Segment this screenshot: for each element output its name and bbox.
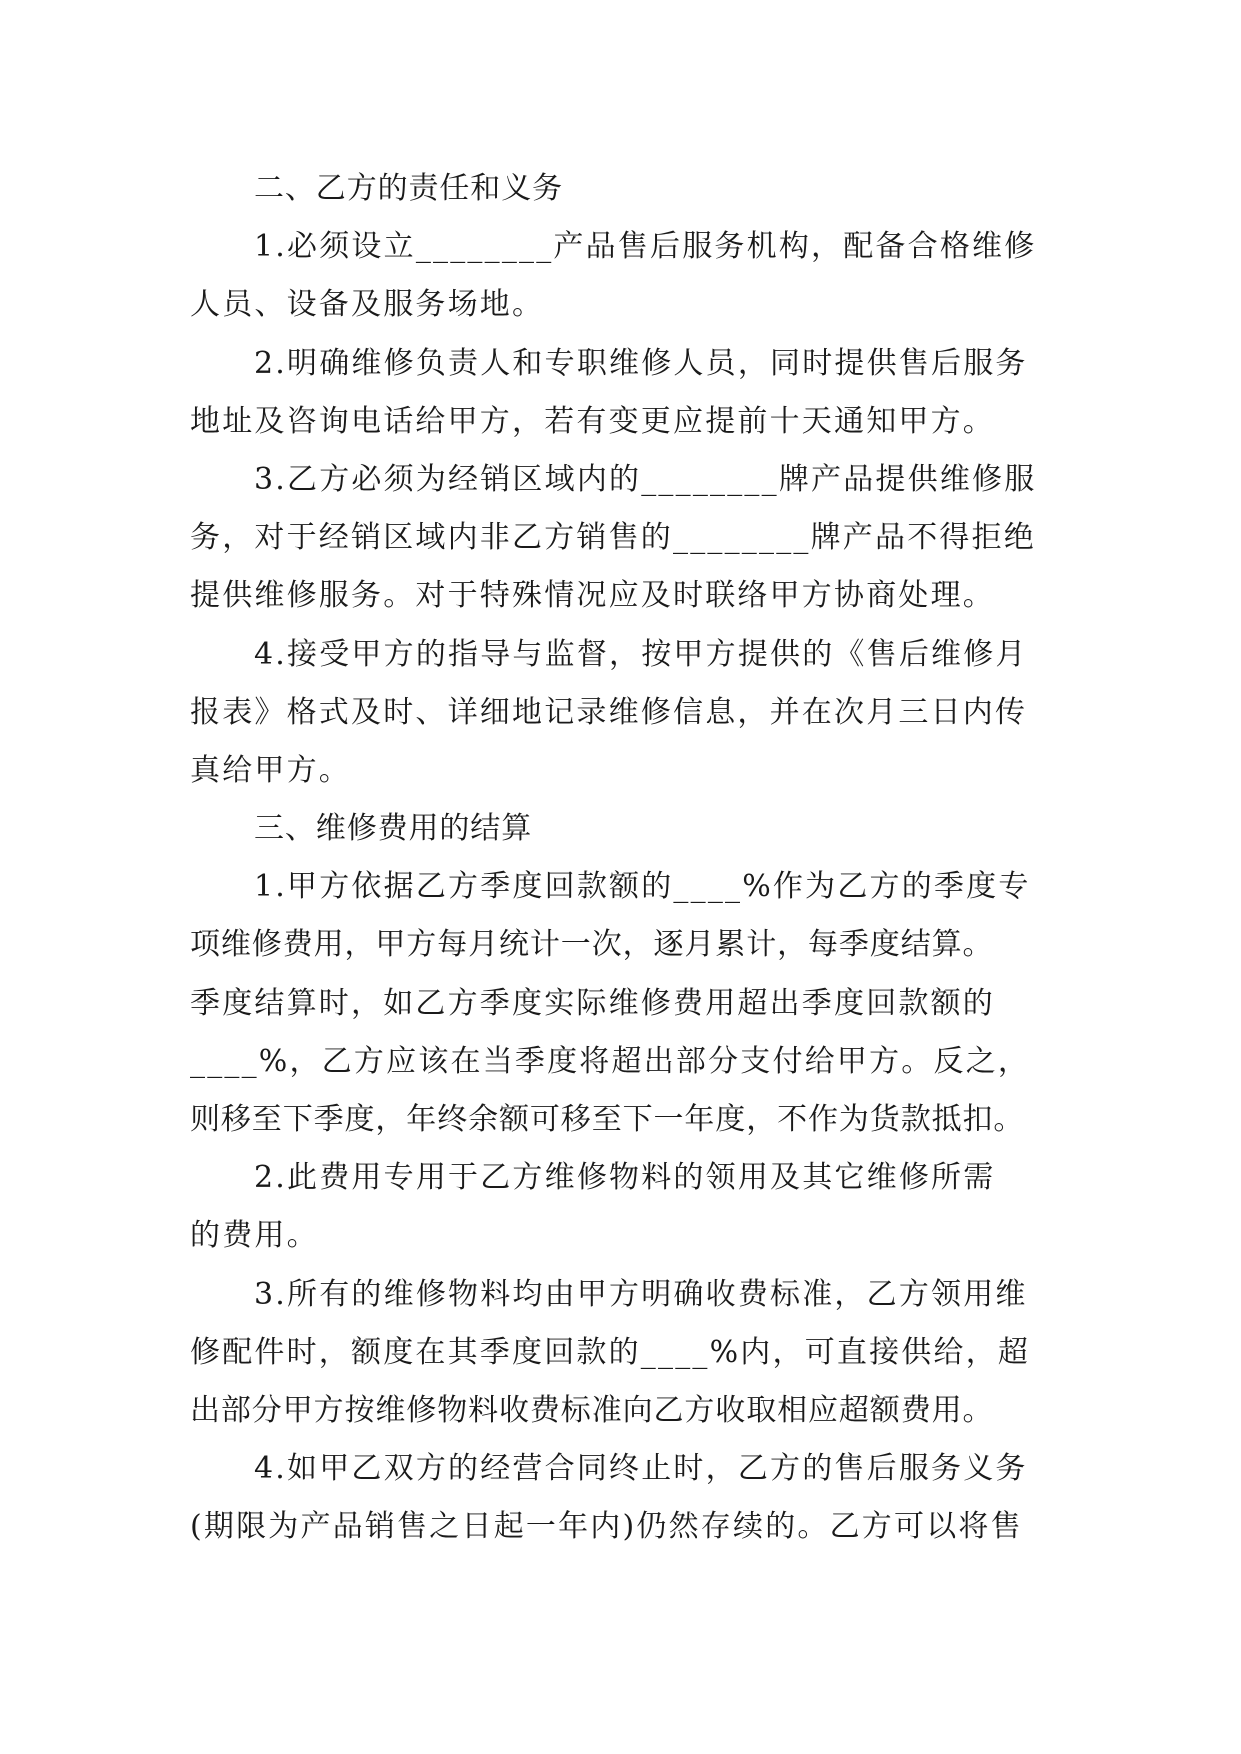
text-line: 务，对于经销区域内非乙方销售的________牌产品不得拒绝 <box>190 520 1036 556</box>
text-line: 4.如甲乙双方的经营合同终止时，乙方的售后服务义务 <box>254 1451 1028 1487</box>
text-line: 4.接受甲方的指导与监督，按甲方提供的《售后维修月 <box>254 636 1028 672</box>
text-line: 修配件时，额度在其季度回款的____%内，可直接供给，超 <box>190 1334 1031 1370</box>
text-line: 出部分甲方按维修物料收费标准向乙方收取相应超额费用。 <box>190 1392 994 1428</box>
text-line: 2.此费用专用于乙方维修物料的领用及其它维修所需 <box>254 1160 996 1196</box>
text-line: 人员、设备及服务场地。 <box>190 287 545 323</box>
text-line: 则移至下季度，年终余额可移至下一年度，不作为货款抵扣。 <box>190 1102 1025 1137</box>
text-line: 真给甲方。 <box>190 752 351 788</box>
text-line: 1.甲方依据乙方季度回款额的____%作为乙方的季度专 <box>254 869 1031 905</box>
section-heading-2: 二、乙方的责任和义务 <box>254 171 563 206</box>
text-line: 3.乙方必须为经销区域内的________牌产品提供维修服 <box>254 461 1037 497</box>
text-line: 季度结算时，如乙方季度实际维修费用超出季度回款额的 <box>190 985 995 1021</box>
text-line: 1.必须设立________产品售后服务机构，配备合格维修 <box>254 229 1037 265</box>
section-heading-3: 三、维修费用的结算 <box>254 811 533 847</box>
text-line: ____%，乙方应该在当季度将超出部分支付给甲方。反之， <box>190 1043 1031 1079</box>
text-line: (期限为产品销售之日起一年内)仍然存续的。乙方可以将售 <box>190 1509 1023 1545</box>
document-body <box>190 160 1070 1557</box>
text-line: 的费用。 <box>190 1218 319 1254</box>
text-line: 3.所有的维修物料均由甲方明确收费标准，乙方领用维 <box>254 1276 1028 1312</box>
text-line: 2.明确维修负责人和专职维修人员，同时提供售后服务 <box>254 345 1028 381</box>
text-line: 提供维修服务。对于特殊情况应及时联络甲方协商处理。 <box>190 578 995 614</box>
text-line: 项维修费用，甲方每月统计一次，逐月累计，每季度结算。 <box>190 927 994 963</box>
text-line: 报表》格式及时、详细地记录维修信息，并在次月三日内传 <box>190 694 1028 730</box>
text-line: 地址及咨询电话给甲方，若有变更应提前十天通知甲方。 <box>190 403 995 439</box>
